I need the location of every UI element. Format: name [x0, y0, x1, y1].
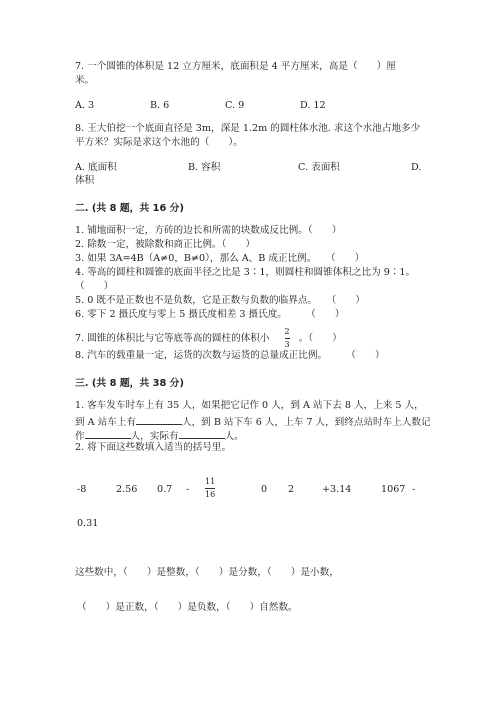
number-fraction: [205, 478, 215, 499]
s2-item-1: 1. 铺地面积一定，方砖的边长和所需的块数成反比例。（ ）: [75, 225, 342, 236]
s3-q1-line3-c: 人。: [224, 431, 244, 442]
number-item: 1067: [381, 484, 406, 495]
number-item: +3.14: [322, 484, 352, 495]
q8-option-d-text: 体积: [75, 175, 95, 186]
fraction-denominator: 16: [205, 490, 216, 499]
s2-item-7-text: 7. 圆锥的体积比与它等底等高的圆柱的体积小: [75, 333, 270, 344]
fill-sentence-2: （ ）是正数，（ ）是负数，（ ）自然数。: [77, 602, 298, 613]
q8-option-c: C. 表面积: [298, 162, 340, 173]
s2-item-7: [75, 328, 342, 349]
fraction-numerator: 2: [284, 327, 290, 336]
s2-item-3: 3. 如果 3A=4B（A≠0，B≠0），那么 A、B 成正比例。 （ ）: [75, 253, 365, 264]
s3-q1-line2-a: 到 A 站车上有: [75, 417, 136, 428]
section3-title: 三. (共 8 题，共 38 分): [75, 378, 184, 389]
section2-title: 二. (共 8 题，共 16 分): [75, 203, 184, 214]
s2-item-4: 4. 等高的圆柱和圆锥的底面半径之比是 3∶1，则圆柱和圆锥体积之比为 9∶1。: [75, 267, 416, 278]
q7-option-d: D. 12: [300, 100, 326, 111]
s3-q1-line3-b: 人，实际有: [130, 431, 179, 442]
answer-blank-3[interactable]: [179, 428, 225, 439]
number-item-minus: -: [412, 484, 416, 495]
q8-line1: 8. 王大伯挖一个底面直径是 3m，深是 1.2m 的圆柱体水池. 求这个水池占地多少: [75, 123, 421, 134]
fraction-denominator: 3: [284, 340, 290, 349]
answer-blank-2[interactable]: [85, 428, 131, 439]
q7-option-c: C. 9: [225, 100, 245, 111]
number-fraction-inner: [205, 478, 215, 499]
s2-item-7-bracket: 。（ ）: [298, 333, 342, 344]
q7-line2: 米。: [75, 75, 95, 86]
answer-blank-1[interactable]: [136, 414, 182, 425]
q8-line2: 平方米？实际是求这个水池的（ ）。: [75, 137, 243, 148]
q8-option-d: D.: [411, 162, 422, 173]
number-item: 0.31: [77, 518, 99, 529]
s3-q1-line1: 1. 客车发车时车上有 35 人，如果把它记作 0 人，到 A 站下去 8 人，上来 5 人，: [75, 400, 424, 411]
s2-item-4-bracket: （ ）: [75, 281, 114, 292]
q8-option-a: A. 底面积: [75, 162, 117, 173]
number-item-minus: -: [186, 484, 190, 495]
q7-option-a: A. 3: [75, 100, 95, 111]
q8-option-b: B. 容积: [188, 162, 221, 173]
number-item: 0.7: [157, 484, 173, 495]
s2-item-8: 8. 汽车的载重量一定，运货的次数与运货的总量成正比例。 （ ）: [75, 350, 385, 361]
s2-item-5: 5. 0 既不是正数也不是负数，它是正数与负数的临界点。 （ ）: [75, 295, 365, 306]
s3-q1-line3-a: 作: [75, 431, 85, 442]
fraction-bar: [205, 488, 215, 489]
fraction-numerator: 11: [205, 477, 216, 486]
s2-item-6: 6. 零下 2 摄氏度与零上 5 摄氏度相差 3 摄氏度。 （ ）: [75, 309, 345, 320]
s3-q2: 2. 将下面这些数填入适当的括号里。: [75, 442, 232, 453]
number-item: 2.56: [116, 484, 138, 495]
number-item: 2: [288, 484, 295, 495]
q7-option-b: B. 6: [150, 100, 170, 111]
number-item: -8: [77, 484, 87, 495]
fraction-bar: [285, 338, 290, 339]
s3-q1-line2-b: 人，到 B 站下车 6 人，上车 7 人，到终点站时车上人数记: [182, 417, 431, 428]
q7-line1: 7. 一个圆锥的体积是 12 立方厘米，底面积是 4 平方厘米，高是（ ）厘: [75, 61, 396, 72]
s2-item-7-fraction: [285, 328, 290, 349]
fill-sentence-1: 这些数中，（ ）是整数，（ ）是分数，（ ）是小数，: [75, 567, 339, 578]
s2-item-2: 2. 除数一定，被除数和商正比例。（ ）: [75, 239, 256, 250]
number-item: 0: [261, 484, 268, 495]
